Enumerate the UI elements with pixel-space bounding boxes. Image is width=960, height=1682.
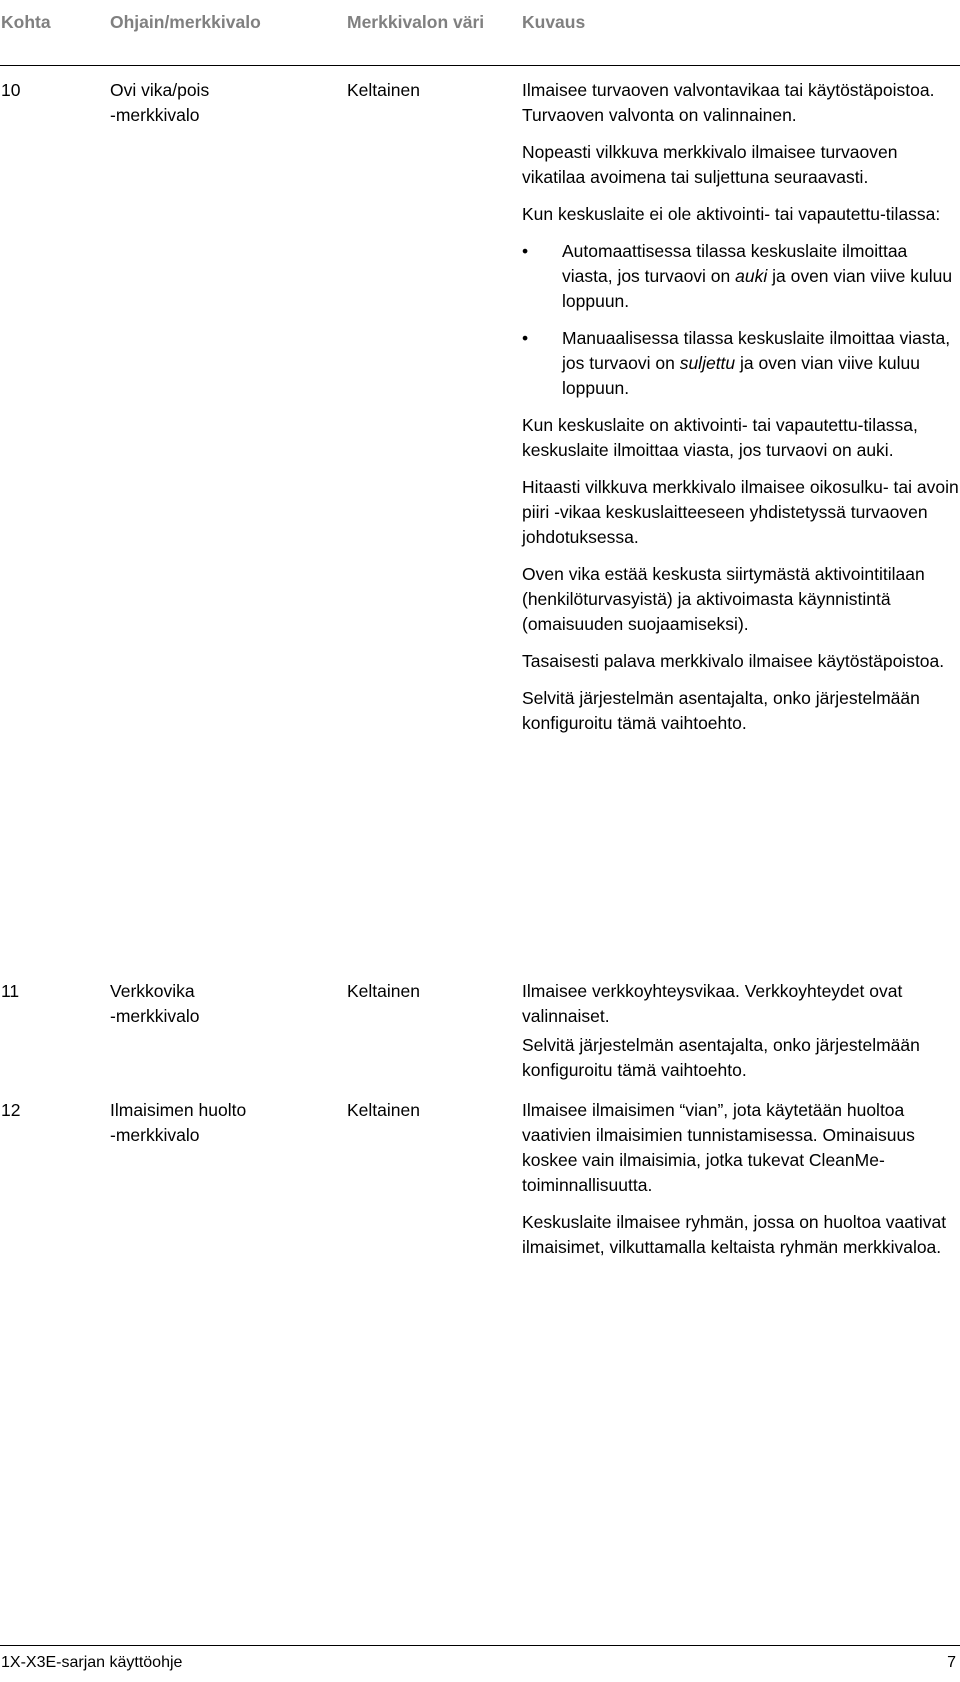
header-rule	[0, 65, 960, 66]
bullet-icon: •	[522, 328, 529, 348]
row-name-line2: -merkkivalo	[110, 105, 200, 125]
footer-page-number: 7	[947, 1654, 956, 1671]
row-name	[110, 78, 340, 128]
row-description	[522, 979, 960, 1095]
desc-paragraph: Ilmaisee turvaoven valvontavikaa tai käytöstäpoistoa. Turvaoven valvonta on valinnainen.	[522, 80, 935, 125]
row-name	[110, 979, 340, 1029]
table-header	[0, 10, 960, 62]
bullet-emphasis: auki	[735, 266, 768, 286]
desc-paragraph: Selvitä järjestelmän asentajalta, onko järjestelmään konfiguroitu tämä vaihtoehto.	[522, 688, 920, 733]
bullet-icon: •	[522, 241, 529, 261]
desc-paragraph: Hitaasti vilkkuva merkkivalo ilmaisee oikosulku- tai avoin piiri -vikaa keskuslaitteeseen yhdistetyssä turvaoven johdotuksessa.	[522, 477, 959, 547]
row-number: 11	[1, 981, 20, 1001]
row-number: 10	[1, 80, 21, 100]
header-vari: Merkkivalon väri	[347, 12, 485, 32]
desc-paragraph: Tasaisesti palava merkkivalo ilmaisee käytöstäpoistoa.	[522, 651, 945, 671]
header-ohjain: Ohjain/merkkivalo	[110, 12, 261, 32]
bullet-item	[522, 326, 960, 401]
row-color: Keltainen	[347, 981, 420, 1001]
row-description	[522, 78, 960, 748]
bullet-text: Manuaalisessa tilassa keskuslaite ilmoittaa viasta, jos turvaovi on	[562, 328, 951, 373]
desc-paragraph: Keskuslaite ilmaisee ryhmän, jossa on huoltoa vaativat ilmaisimet, vilkuttamalla keltaista ryhmän merkkivaloa.	[522, 1212, 947, 1257]
header-kohta: Kohta	[1, 12, 51, 32]
desc-paragraph: Ilmaisee verkkoyhteysvikaa. Verkkoyhteydet ovat valinnaiset.	[522, 981, 903, 1026]
header-kuvaus: Kuvaus	[522, 12, 586, 32]
row-description	[522, 1098, 960, 1272]
bullet-item	[522, 239, 960, 314]
desc-paragraph: Nopeasti vilkkuva merkkivalo ilmaisee turvaoven vikatilaa avoimena tai suljettuna seuraavasti.	[522, 142, 898, 187]
desc-paragraph: Ilmaisee ilmaisimen “vian”, jota käytetään huoltoa vaativien ilmaisimien tunnistamisessa. Ominaisuus koskee vain ilmaisimia, jotka tukevat CleanMe-toiminnallisuutta.	[522, 1100, 915, 1195]
desc-paragraph: Oven vika estää keskusta siirtymästä aktivointitilaan (henkilöturvasyistä) ja aktivoimasta käynnistintä (omaisuuden suojaamiseksi).	[522, 564, 925, 634]
footer-doc-title: 1X-X3E-sarjan käyttöohje	[1, 1654, 183, 1671]
footer-rule	[0, 1645, 960, 1646]
row-name-line2: -merkkivalo	[110, 1125, 200, 1145]
row-color: Keltainen	[347, 1100, 420, 1120]
row-name-line1: Verkkovika	[110, 981, 195, 1001]
row-name	[110, 1098, 340, 1148]
desc-paragraph: Selvitä järjestelmän asentajalta, onko järjestelmään konfiguroitu tämä vaihtoehto.	[522, 1035, 920, 1080]
bullet-text: ja oven vian viive kuluu loppuun.	[562, 266, 953, 311]
row-name-line1: Ovi vika/pois	[110, 80, 210, 100]
row-number: 12	[1, 1100, 21, 1120]
row-name-line2: -merkkivalo	[110, 1006, 200, 1026]
desc-paragraph: Kun keskuslaite on aktivointi- tai vapautettu-tilassa, keskuslaite ilmoittaa viasta, jos turvaovi on auki.	[522, 415, 918, 460]
row-color: Keltainen	[347, 80, 420, 100]
bullet-text: Automaattisessa tilassa keskuslaite ilmoittaa viasta, jos turvaovi on	[562, 241, 908, 286]
row-name-line1: Ilmaisimen huolto	[110, 1100, 247, 1120]
bullet-emphasis: suljettu	[679, 353, 736, 373]
bullet-text: ja oven vian viive kuluu loppuun.	[562, 353, 920, 398]
desc-paragraph: Kun keskuslaite ei ole aktivointi- tai vapautettu-tilassa:	[522, 204, 941, 224]
desc-bullet-list	[522, 239, 960, 401]
